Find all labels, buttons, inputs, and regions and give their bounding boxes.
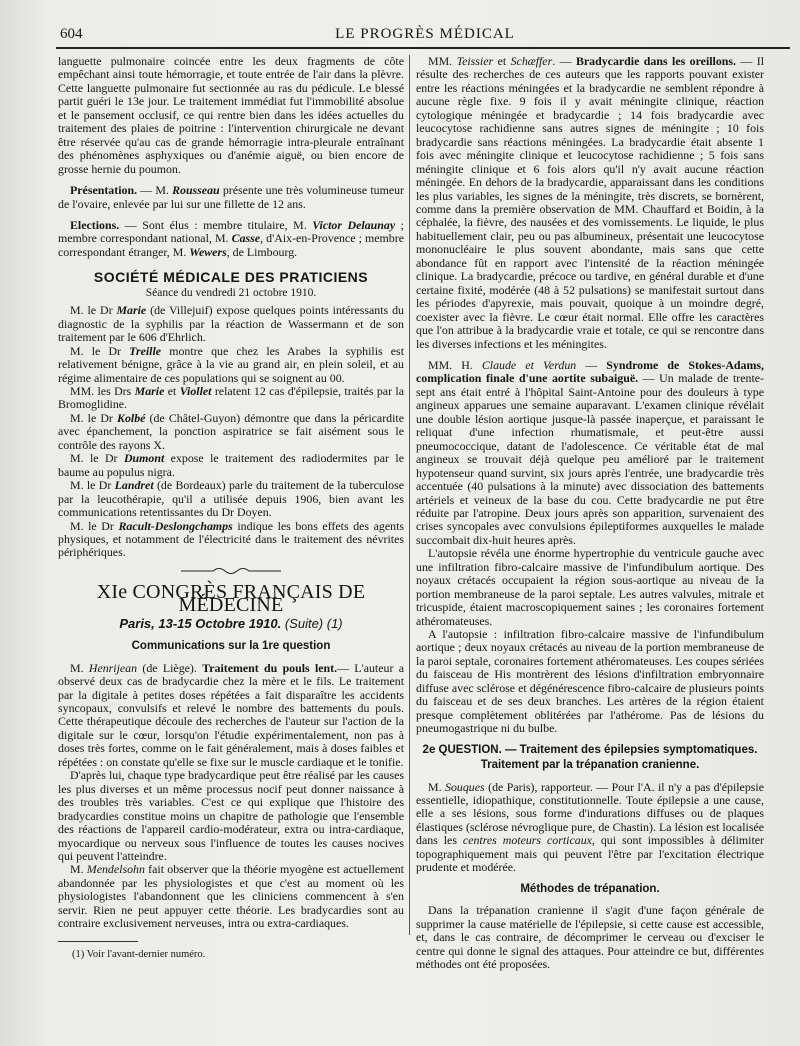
- person-name: Souques: [445, 779, 485, 794]
- page-header: [60, 26, 790, 46]
- page-number: 604: [60, 26, 83, 42]
- autopsy-paragraph: A l'autopsie : infiltration fibro-calcaire massive de l'infundibulum aortique ; deux noyaux crétacés au niveau de la portion membraneuse de la paroi septale, coronaires fortement athéromateuses. Les coupes sériées du faisceau de His montrèrent des lésions d'infiltration embryonnaire diffuse avec sclérose et dégénérescence fibro-calcaire de plusieurs points du faisceau et de ses deux branches. Les artères de la région étaient presque complètement oblitérées par l'athérome. Pas de lésions du pneumogastrique ni du bulbe.: [416, 627, 764, 736]
- person-name: Claude et Verdun: [481, 357, 577, 372]
- footnote: (1) Voir l'avant-dernier numéro.: [72, 948, 206, 960]
- societe-item: [58, 479, 404, 519]
- text-run: fait observer que la théorie myogène est actuellement abandonnée par les physiologistes et que c'est au moment où les physiologistes l'abandonnent que les cliniciens commencent à s'en servir. Rien ne peut appuyer cette théorie. Les bradycardies sont au contraire exclusivement nerveuses, intra ou extra-cardiaques.: [58, 862, 404, 931]
- text-run: MM. les Drs: [70, 383, 135, 398]
- italic-term: centres moteurs corticaux: [462, 833, 592, 848]
- text-run: — Il résulte des recherches de ces auteurs que les rapports pouvant exister entre les réactions méningées et la bradycardie ne semblent répondre à aucune règle fixe. 9 fois il y avait méningite clinique, réaction cytologique méningée et bradycardie ; 14 fois bradycardie avec leucocytose rachidienne sans autres signes de méningite ; 10 fois bradycardie sans réactions méningées. La bradycardie était absente 1 fois avec méningite clinique et leucocytose rachidienne ; 5 fois sans méningite clinique et 6 fois alors qu'il n'y avait aucune réaction méningée. En dehors de la bradycardie, apparaissant dans les conditions les plus variables, les signes de la méningite, très discrets, se bornèrent, comme dans la première observation de MM. Chauffard et Boidin, à la céphalée, la fièvre, des nausées et des vomissements. Le liquide, le plus habituellement clair, peu ou pas albumineux, présentait une leucocytose mononucléaire le plus souvent abondante, mais sans que cette abondance fût en rapport avec l'intensité de la réaction méningée clinique. La bradycardie, précoce ou tardive, en général durable et d'une certaine fixité, modérée (48 à 52 pulsations) se manifestait surtout dans les périodes d'apyrexie, mais pouvait, quoique à un moindre degré, coexister avec la fièvre. Le cœur était normal. Elle offre les caractères que l'on attribue à la bradycardie vraie et totale, ce qui se rencontre dans les diverses infections et les méningites.: [416, 55, 764, 351]
- text-run: et: [493, 55, 511, 68]
- session-date: Séance du vendredi 21 octobre 1910.: [145, 286, 317, 299]
- text-run: relatent 12 cas d'épilepsie, traités par la Bromoglidine.: [58, 383, 404, 412]
- text-run: M.: [70, 660, 89, 675]
- text-run: M. le Dr: [70, 518, 119, 533]
- text-run: MM. H.: [428, 357, 482, 372]
- text-run: (de Bordeaux) parle du traitement de la tuberculose par la leucothérapie, qu'il a utilisée depuis 1906, bien avant les communications retentissantes du Dr Doyen.: [58, 478, 404, 520]
- person-name: Marie: [116, 303, 147, 318]
- person-name: Teissier: [456, 55, 494, 68]
- text-run: M.: [428, 779, 446, 794]
- section-title-societe: SOCIÉTÉ MÉDICALE DES PRATICIENS: [93, 269, 369, 286]
- text-run: (de Villejuif) expose quelques points intéressants du diagnostic de la syphilis par la réaction de Wassermann et de son traitement par le 606 d'Ehrlich.: [58, 303, 404, 345]
- societe-item: [58, 304, 404, 344]
- person-name: Marie: [134, 383, 165, 398]
- person-name: Mendelsohn: [86, 862, 145, 877]
- autopsy-paragraph: L'autopsie révéla une énorme hypertrophie du ventricule gauche avec une infiltration fibro-calcaire massive de l'infundibulum aortique. Des noyaux crétacés occupaient la région sous-aortique au niveau de la portion membraneuse de la paroi septale. Les autres valvules, mitrale et tricuspide, étaient macroscopiquement saines ; les coronaires fortement athéromateuses.: [416, 546, 764, 628]
- communication-title: Bradycardie dans les oreillons.: [575, 55, 737, 68]
- communications-heading: Communications sur la 1re question: [131, 640, 331, 653]
- text-run: , qui sont impossibles à délimiter topographiquement mais qui peuvent l'être par l'excitation électrique prudente et modérée.: [416, 833, 764, 875]
- flourish-ornament: [181, 566, 281, 576]
- societe-item: [58, 452, 404, 479]
- rapporteur-paragraph: [416, 781, 764, 875]
- text-run: montre que chez les Arabes la syphilis est relativement bénigne, grâce à la vie au grand air, en plein soleil, et au régime alimentaire de ces populations qui se soignent au 00.: [58, 343, 404, 385]
- congress-place-date: Paris, 13-15 Octobre 1910.: [119, 615, 282, 631]
- congress-title: XIe CONGRÈS FRANÇAIS DE MÉDECINE: [96, 580, 366, 617]
- societe-item: [58, 520, 404, 560]
- communication-item: [58, 662, 404, 770]
- section-flourish: [58, 566, 404, 576]
- text-run: (de Liège).: [137, 660, 203, 675]
- societe-item: [58, 385, 404, 412]
- congress-suite: (Suite) (1): [281, 615, 343, 631]
- person-name: Treille: [129, 343, 162, 358]
- header-rule: [56, 47, 790, 49]
- elections-label: Elections.: [70, 217, 120, 232]
- methods-heading: Méthodes de trépanation.: [520, 882, 660, 895]
- text-run: — M.: [137, 183, 173, 198]
- footnote-rule: [58, 941, 138, 942]
- person-name: Wewers: [189, 244, 227, 259]
- question-2-subheading: Traitement par la trépanation cranienne.: [480, 759, 700, 772]
- text-run: —: [576, 357, 607, 372]
- text-run: ; membre correspondant national, M.: [58, 217, 404, 246]
- paragraph-continued: languette pulmonaire coincée entre les deux fragments de côte empêchant ainsi toute hémorragie, et toute entrée de l'air dans la plèvre. Cette languette pulmonaire fut sectionnée au ras du pédicule. Le blessé partit guéri le 13e jour. Le traitement immédiat fut l'immobilité absolue et le pansement occlusif, ce qui rentre bien dans les idées actuelles du traitement des plaies de poitrine : l'intervention chirurgicale ne devant être réservée qu'au cas de grande hémorragie intra-pleurale entraînant des phénomènes asphyxiques ou d'anémie aiguë, ou bien encore de grosse hernie du poumon.: [58, 55, 404, 176]
- text-run: M. le Dr: [70, 451, 124, 466]
- communication-title: Syndrome de Stokes-Adams, complication finale d'une aortite subaiguë.: [416, 357, 764, 386]
- societe-item: [58, 412, 404, 452]
- communication-item: D'après lui, chaque type bradycardique peut être réalisé par les causes les plus diverses et un même processus nocif peut donner naissance à des troubles très variables. C'est ce qui explique que l'histoire des bradycardies constitue moins un chapitre de pathologie que l'ensemble des réactions de l'appareil cardio-modérateur, extra ou intra-cardiaque, myocardique ou nerveux sous l'influence de toutes les causes nocives qui peuvent l'atteindre.: [58, 768, 404, 864]
- text-run: M.: [70, 862, 87, 877]
- person-name: Casse: [231, 231, 261, 246]
- elections-paragraph: [58, 219, 404, 259]
- text-run: expose le traitement des radiodermites par le baume au populus nigra.: [58, 451, 404, 479]
- text-run: . —: [552, 55, 576, 68]
- text-run: — L'auteur a observé deux cas de bradycardie chez la mère et le fils. Le traitement par la digitale à petites doses répétées a fait disparaître les accidents syncopaux, convulsifs et relevé le nombre des battements du pouls. Cette thérapeutique découle des recherches de l'auteur sur l'action de la digitale sur le cœur, lorsqu'on l'étudie expérimentalement, non pas à doses très fortes, comme on le fait généralement, mais à doses faibles et répétées : on constate qu'elle se fixe sur le muscle cardiaque et le tonifie.: [58, 660, 404, 769]
- person-name: Schæffer: [510, 55, 553, 68]
- journal-title: LE PROGRÈS MÉDICAL: [335, 26, 515, 42]
- text-run: M. le Dr: [70, 303, 117, 318]
- person-name: Henrijean: [88, 660, 138, 675]
- text-run: et: [164, 383, 180, 398]
- person-name: Racult-Deslongchamps: [118, 518, 233, 533]
- column-divider: [409, 55, 410, 935]
- communication-item: [416, 359, 764, 547]
- communication-title: Traitement du pouls lent.: [202, 660, 338, 675]
- text-run: , de Limbourg.: [226, 244, 298, 259]
- question-2-heading: 2e QUESTION. — Traitement des épilepsies symptomatiques.: [422, 743, 758, 756]
- societe-item: [58, 345, 404, 385]
- text-run: (de Châtel-Guyon) démontre que dans la péricardite avec épanchement, la ponction aspiratrice se fait aisément sous le contrôle des rayons X.: [58, 410, 404, 452]
- methods-paragraph: Dans la trépanation cranienne il s'agit d'une façon générale de supprimer la cause matérielle de l'épilepsie, si cette cause est accessible, et, dans le cas contraire, de décomprimer le cerveau ou d'exciser le centre qui donne le signal des attaques. Pour atteindre ce but, différentes méthodes ont été proposées.: [416, 903, 764, 971]
- communication-item: [416, 55, 764, 351]
- left-column: [58, 55, 404, 975]
- text-run: — Sont élus : membre titulaire, M.: [119, 217, 313, 232]
- text-run: M. le Dr: [70, 478, 115, 493]
- right-column: [416, 55, 764, 975]
- text-run: indique les bons effets des agents physiques, et notamment de l'électricité dans le traitement des névrites périphériques.: [58, 518, 404, 560]
- text-run: M. le Dr: [70, 343, 130, 358]
- person-name: Rousseau: [172, 183, 220, 198]
- congress-subtitle: [58, 617, 404, 630]
- text-run: (de Paris), rapporteur. — Pour l'A. il n'y a pas d'épilepsie essentielle, idiopathique, constitutionnelle. Toute épilepsie a une cause, elle a ses lésions, sous forme d'indurations diffuses ou de plaques élastiques (sclérose névroglique pure, de Chastin). La lésion est localisée dans les: [416, 779, 764, 848]
- text-run: — Un malade de trente-sept ans était entré à l'hôpital Saint-Antoine pour des douleurs à type angineux apparues une semaine auparavant. L'examen clinique révélait une double lésion aortique jusque-là passée inaperçue, et paraissant le reliquat d'une infection rhumatismale, et peut-être aussi pneumococcique, datant de l'adolescence. Ce véritable état de mal angineux se trouvait déjà quelque peu amélioré par le traitement hypotenseur quand survint, six jours après l'entrée, une bradycardie très accentuée (40 pulsations à la minute) avec dissociation des battements artériels et veineux de la base du cou. Cette bradycardie ne put être réduite par l'atropine. Deux jours après son apparition, survenaient des crises syncopales avec convulsions épileptiformes auxquelles le malade succombait dix-huit heures après.: [416, 371, 764, 547]
- person-name: Victor Delaunay: [312, 217, 396, 232]
- person-name: Kolbé: [117, 410, 146, 425]
- text-run: M. le Dr: [70, 410, 118, 425]
- text-run: , d'Aix-en-Provence ; membre correspondant étranger, M.: [58, 231, 404, 259]
- presentation-paragraph: [58, 184, 404, 211]
- person-name: Viollet: [179, 383, 212, 398]
- text-run: MM.: [428, 55, 457, 68]
- presentation-label: Présentation.: [70, 183, 138, 198]
- communication-item: [58, 863, 404, 930]
- person-name: Dumont: [123, 451, 165, 466]
- text-run: présente une très volumineuse tumeur de l'ovaire, enlevée par lui sur une fillette de 12 ans.: [58, 183, 404, 211]
- person-name: Landret: [114, 478, 154, 493]
